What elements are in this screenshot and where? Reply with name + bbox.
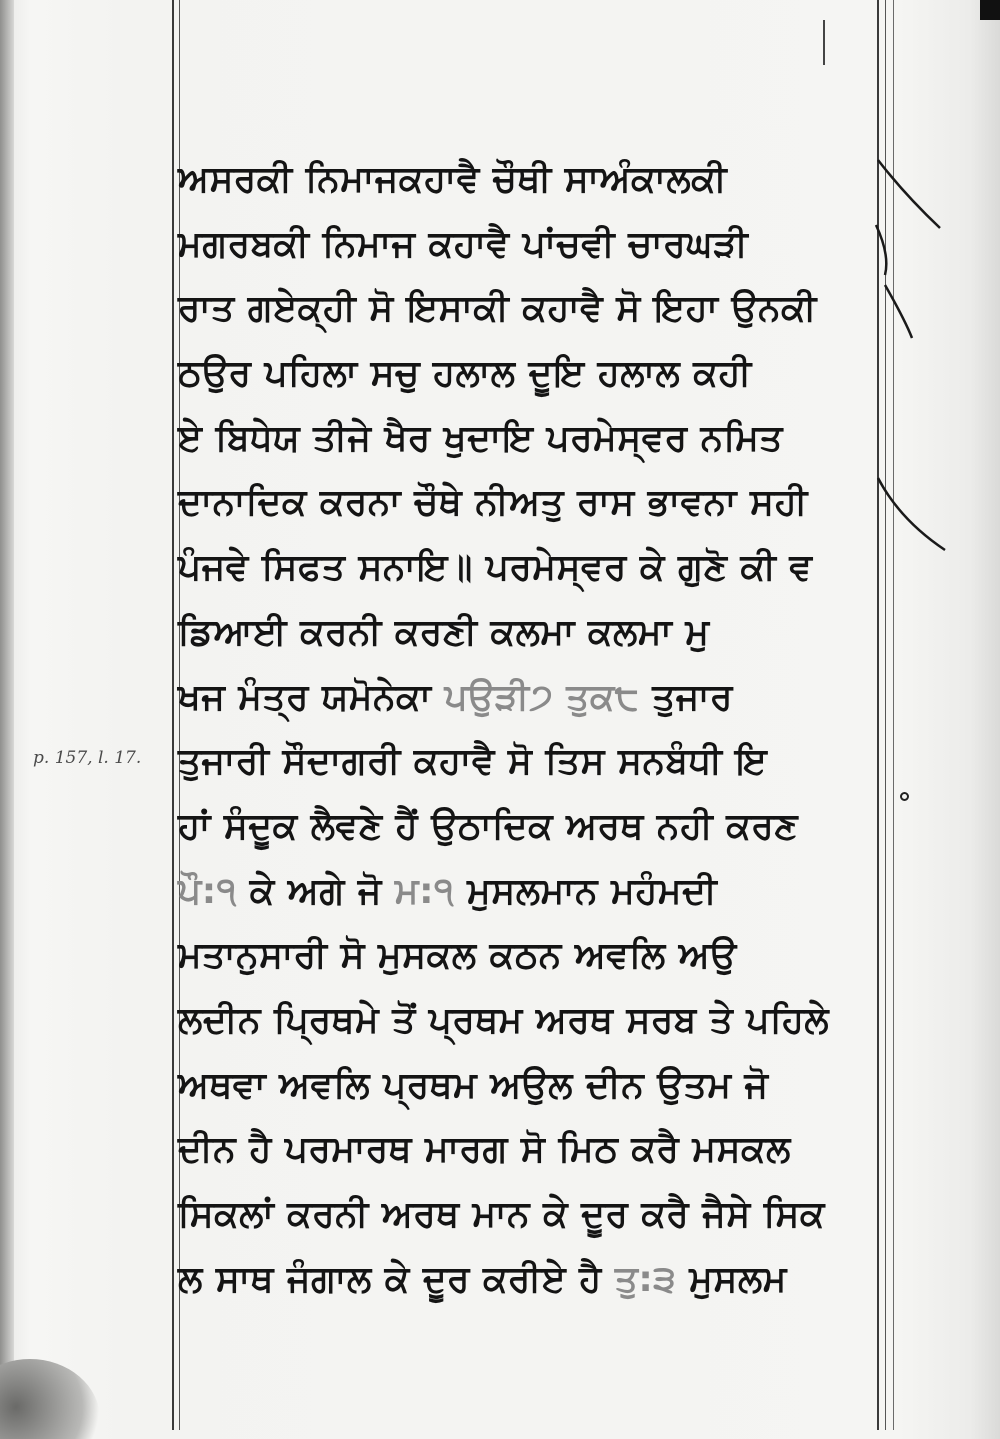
- text-segment: ਮੁਸਲਮ: [676, 1258, 787, 1300]
- text-segment: ਅਥਵਾ ਅਵਲਿ ਪ੍ਰਥਮ ਅਉਲ ਦੀਨ ਉਤਮ ਜੋ: [178, 1064, 769, 1106]
- text-segment: ਏ ਬਿਧੇਯ ਤੀਜੇ ਖੈਰ ਖੁਦਾਇ ਪਰਮੇਸ੍ਵਰ ਨਮਿਤ: [178, 417, 783, 459]
- text-segment: ਲਦੀਨ ਪ੍ਰਿਥਮੇ ਤੋਂ ਪ੍ਰਥਮ ਅਰਥ ਸਰਬ ਤੇ ਪਹਿਲੇ: [178, 999, 830, 1041]
- text-segment: ਮਗਰਬਕੀ ਨਿਮਾਜ ਕਹਾਵੈ ਪਾਂਚਵੀ ਚਾਰਘੜੀ: [178, 223, 749, 265]
- text-segment: ਦਾਨਾਦਿਕ ਕਰਨਾ ਚੌਥੇ ਨੀਅਤੁ ਰਾਸ ਭਾਵਨਾ ਸਹੀ: [178, 482, 808, 524]
- text-segment: ਠਉਰ ਪਹਿਲਾ ਸਚੁ ਹਲਾਲ ਦੂਇ ਹਲਾਲ ਕਹੀ: [178, 353, 752, 395]
- text-line: [178, 860, 883, 925]
- text-segment: ਮਤਾਨੁਸਾਰੀ ਸੋ ਮੁਸਕਲ ਕਠਨ ਅਵਲਿ ਅਉ: [178, 935, 737, 977]
- manuscript-text: [178, 148, 883, 1312]
- right-border-rule-outer: [893, 0, 894, 1430]
- rubric-marker: ਤੁ:੩: [614, 1258, 677, 1300]
- verse-end-mark: [900, 792, 909, 801]
- text-line: [178, 213, 883, 278]
- text-line: [178, 407, 883, 472]
- text-line: [178, 1054, 883, 1119]
- text-segment: ਸਿਕਲਾਂ ਕਰਨੀ ਅਰਥ ਮਾਨ ਕੇ ਦੂਰ ਕਰੈ ਜੈਸੇ ਸਿਕ: [178, 1194, 825, 1235]
- text-line: [178, 924, 883, 989]
- rubric-marker: ਮ:੧: [394, 870, 455, 912]
- page-binding-edge: [0, 0, 14, 1439]
- text-segment: ਮੁਸਲਮਾਨ ਮਹੰਮਦੀ: [454, 870, 718, 912]
- margin-tick-mark: [823, 20, 825, 65]
- rubric-marker: ਪੌ:੧: [178, 870, 237, 912]
- text-segment: ਦੀਨ ਹੈ ਪਰਮਾਰਥ ਮਾਰਗ ਸੋ ਮਿਠ ਕਰੈ ਮਸਕਲ: [178, 1129, 791, 1171]
- text-line: [178, 1183, 883, 1248]
- text-segment: ਰਾਤ ਗਏਕ੍ਹੀ ਸੋ ਇਸਾਕੀ ਕਹਾਵੈ ਸੋ ਇਹਾ ਉਨਕੀ: [178, 288, 817, 330]
- text-segment: ਖਜ ਮੰਤ੍ਰ ਯਮੋਨੇਕਾ: [178, 676, 445, 718]
- text-line: [178, 1118, 883, 1183]
- text-line: [178, 148, 883, 213]
- text-line: [178, 536, 883, 601]
- flourish-line-1: [878, 160, 940, 228]
- text-segment: ਪੰਜਵੇ ਸਿਫਤ ਸਨਾਇ॥ ਪਰਮੇਸ੍ਵਰ ਕੇ ਗੁਣੋ ਕੀ ਵ: [178, 547, 813, 589]
- text-segment: ਤੁਜਾਰ: [639, 676, 733, 718]
- text-line: [178, 601, 883, 666]
- text-line: [178, 795, 883, 860]
- text-line: [178, 471, 883, 536]
- left-border-rule: [172, 0, 174, 1430]
- rubric-marker: ਪਉੜੀ੭ ਤੁਕ੮: [444, 676, 640, 718]
- text-line: [178, 342, 883, 407]
- flourish-line-3: [885, 285, 912, 338]
- text-segment: ਕੇ ਅਗੇ ਜੋ: [236, 870, 395, 912]
- text-line: [178, 989, 883, 1054]
- text-segment: ਤੁਜਾਰੀ ਸੌਦਾਗਰੀ ਕਹਾਵੈ ਸੋ ਤਿਸ ਸਨਬੰਧੀ ਇ: [178, 741, 768, 783]
- scan-corner: [980, 0, 1000, 20]
- text-line: [178, 730, 883, 795]
- flourish-line-6: [878, 478, 945, 550]
- text-segment: ਹਾਂ ਸੰਦੂਕ ਲੈਵਣੇ ਹੈਂ ਉਠਾਦਿਕ ਅਰਥ ਨਹੀ ਕਰਣ: [178, 805, 799, 847]
- text-line: [178, 1248, 883, 1313]
- text-segment: ਡਿਆਈ ਕਰਨੀ ਕਰਣੀ ਕਲਮਾ ਕਲਮਾ ਮੁ: [178, 611, 710, 653]
- text-line: [178, 666, 883, 731]
- text-line: [178, 277, 883, 342]
- text-segment: ਅਸਰਕੀ ਨਿਮਾਜਕਹਾਵੈ ਚੌਥੀ ਸਾਅੰਕਾਲਕੀ: [178, 159, 728, 200]
- text-segment: ਲ ਸਾਥ ਜੰਗਾਲ ਕੇ ਦੂਰ ਕਰੀਏ ਹੈ: [178, 1258, 615, 1300]
- right-border-rule-inner: [885, 0, 886, 1430]
- thumb-shadow: [0, 1359, 100, 1439]
- margin-page-reference: p. 157, l. 17.: [33, 748, 142, 768]
